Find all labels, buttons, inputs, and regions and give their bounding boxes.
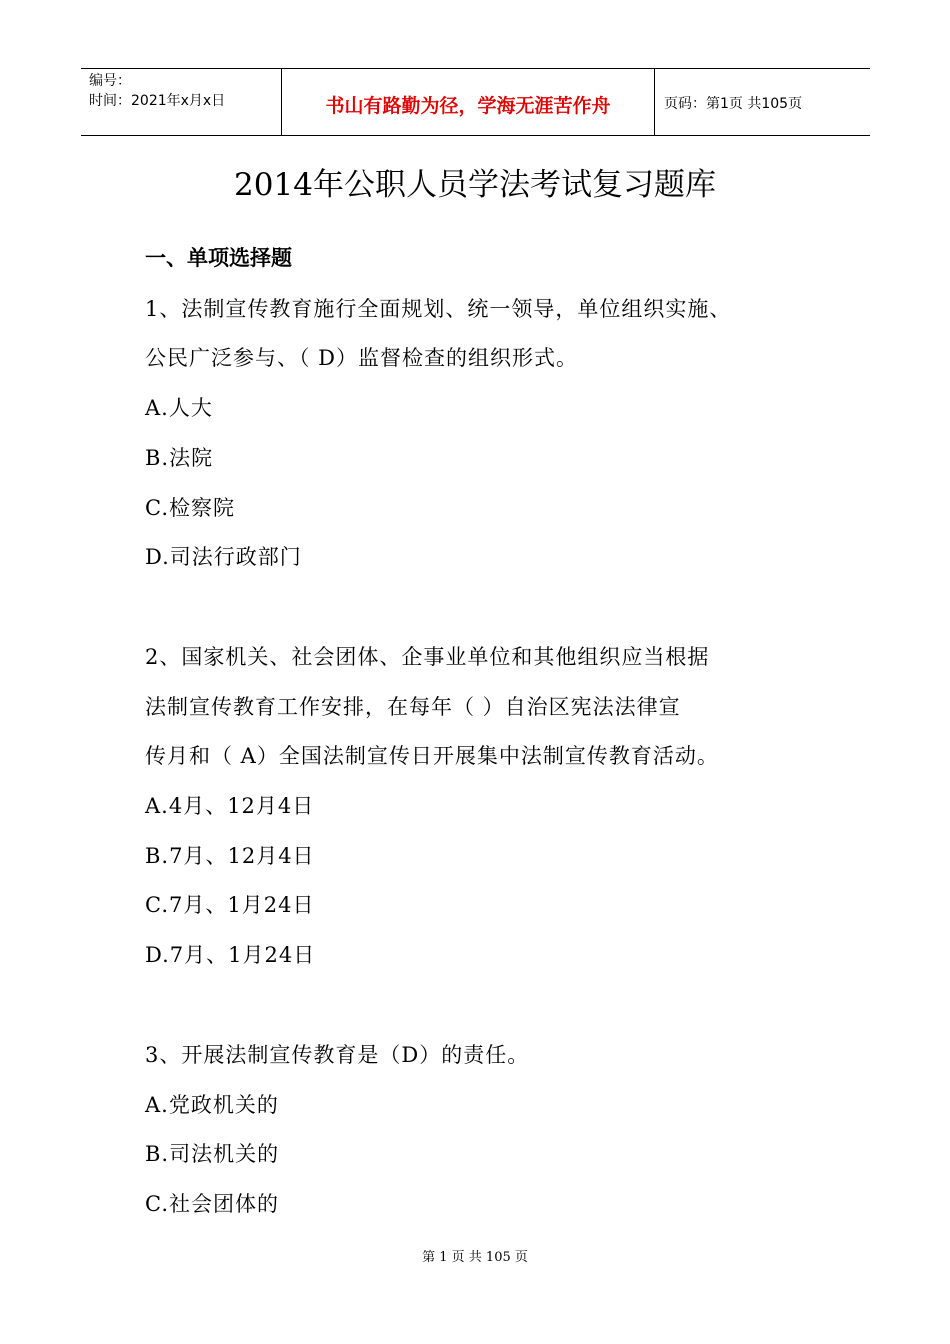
question-2-option-d: D.7月、1月24日 <box>145 943 316 967</box>
question-1-option-a: A.人大 <box>145 396 213 420</box>
date-label: 时间：2021年x月x日 <box>89 93 226 109</box>
question-3-option-c: C.社会团体的 <box>145 1192 279 1216</box>
serial-number-label: 编号： <box>89 73 131 89</box>
question-1-line-2: 公民广泛参与、（ D）监督检查的组织形式。 <box>145 346 579 370</box>
document-header <box>81 68 870 136</box>
question-2-option-a: A.4月、12月4日 <box>145 794 315 818</box>
question-2-line-3: 传月和（ A）全国法制宣传日开展集中法制宣传教育活动。 <box>145 744 719 768</box>
question-1-line-1: 1、法制宣传教育施行全面规划、统一领导，单位组织实施、 <box>145 297 732 321</box>
header-meta-cell <box>81 69 282 135</box>
page-footer: 第 1 页 共 105 页 <box>422 1250 528 1265</box>
question-1-option-c: C.检察院 <box>145 496 235 520</box>
header-page-info: 页码：第1页 共105页 <box>664 96 803 112</box>
question-2-option-c: C.7月、1月24日 <box>145 893 315 917</box>
question-2-line-1: 2、国家机关、社会团体、企事业单位和其他组织应当根据 <box>145 645 710 669</box>
question-2-line-2: 法制宣传教育工作安排，在每年（ ）自治区宪法法律宣 <box>145 695 681 719</box>
section-heading: 一、单项选择题 <box>145 245 292 270</box>
question-3-option-b: B.司法机关的 <box>145 1142 280 1166</box>
question-3-option-a: A.党政机关的 <box>145 1093 279 1117</box>
question-2-option-b: B.7月、12月4日 <box>145 844 315 868</box>
question-1-option-b: B.法院 <box>145 446 214 470</box>
header-motto: 书山有路勤为径，学海无涯苦作舟 <box>282 69 655 135</box>
question-3-line-1: 3、开展法制宣传教育是（D）的责任。 <box>145 1043 530 1067</box>
document-title: 2014年公职人员学法考试复习题库 <box>234 167 716 203</box>
question-1-option-d: D.司法行政部门 <box>145 545 302 569</box>
